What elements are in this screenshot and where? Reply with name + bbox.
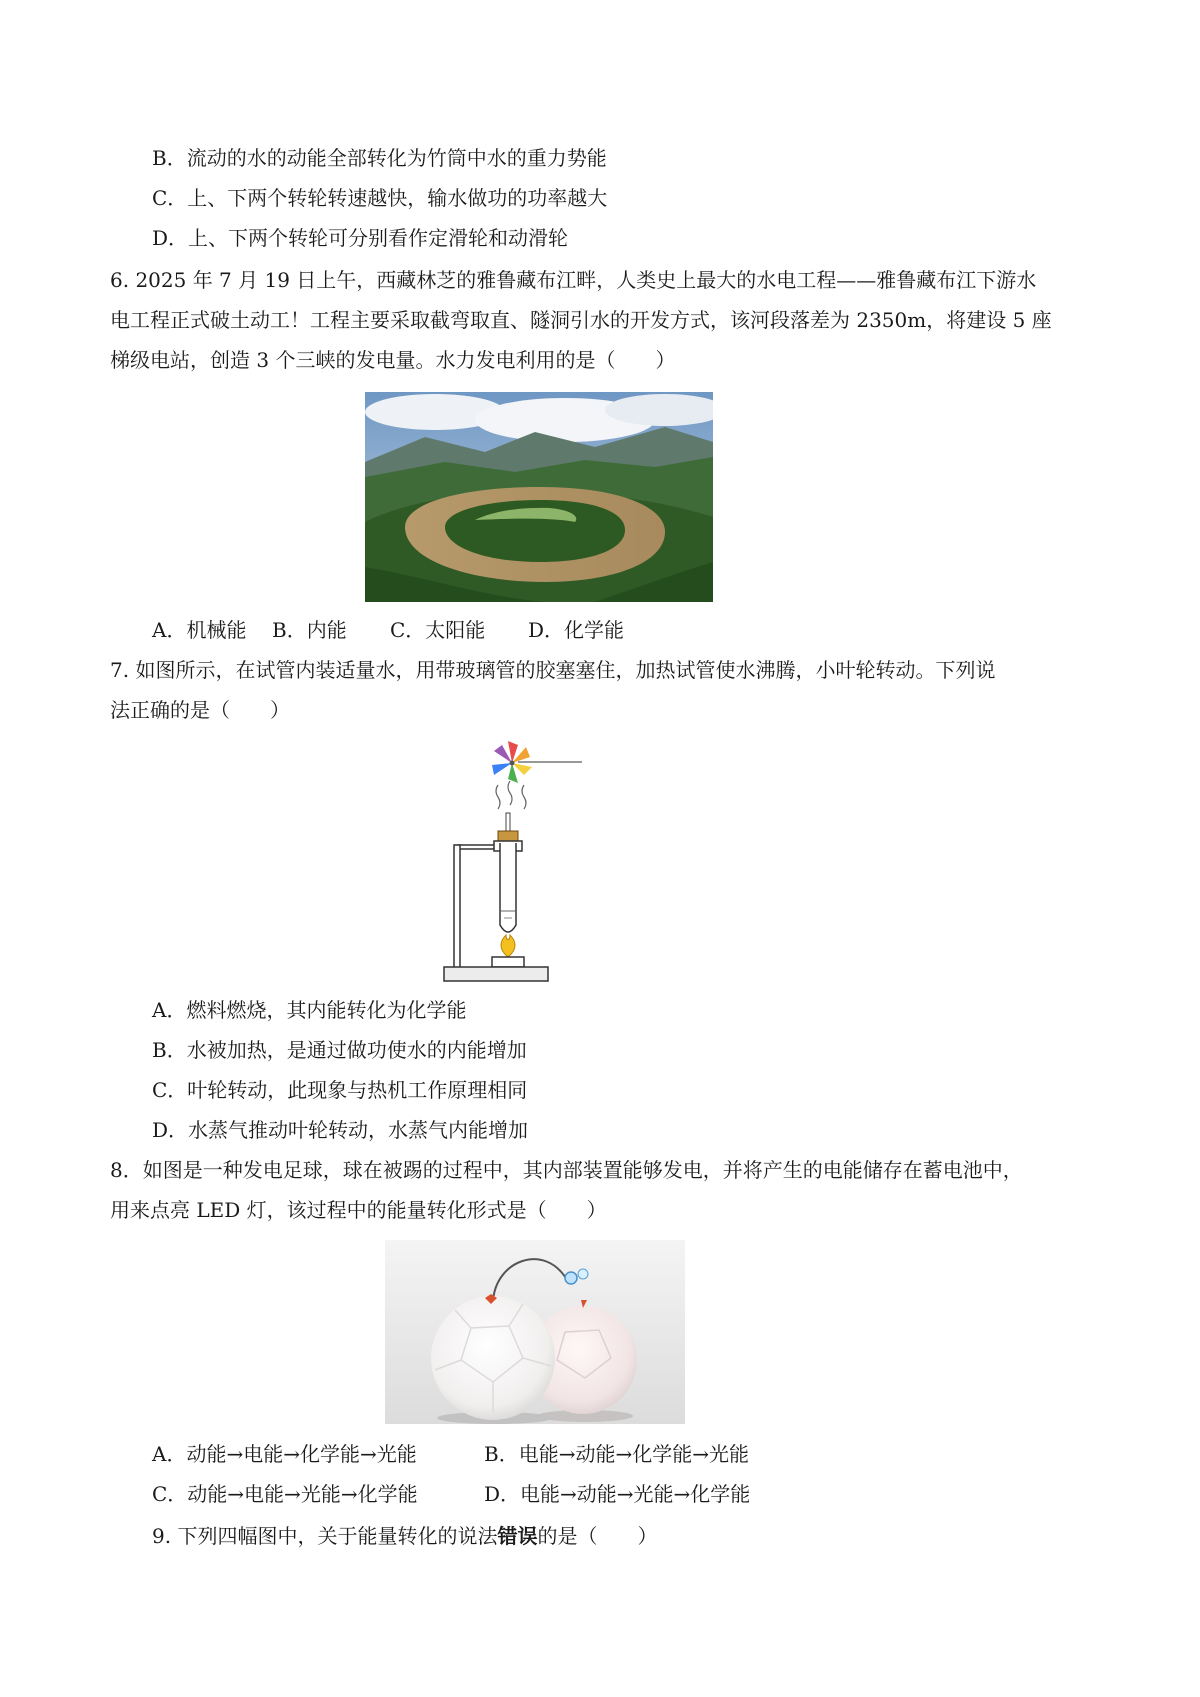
- q6-option-d: D．化学能: [528, 618, 625, 642]
- q7-option-d: D．水蒸气推动叶轮转动，水蒸气内能增加: [152, 1118, 529, 1142]
- q8-option-c: C．动能→电能→光能→化学能: [152, 1482, 418, 1506]
- q6-option-c: C．太阳能: [390, 618, 486, 642]
- q7-stem-line-2: 法正确的是（ ）: [110, 698, 290, 722]
- q6-stem-line-3: 梯级电站，创造 3 个三峡的发电量。水力发电利用的是（ ）: [110, 348, 676, 372]
- q9-stem-emphasis: 错误: [497, 1524, 538, 1548]
- q5-option-d: D．上、下两个转轮可分别看作定滑轮和动滑轮: [152, 226, 569, 250]
- q5-option-c: C．上、下两个转轮转速越快，输水做功的功率越大: [152, 186, 608, 210]
- q6-option-a: A．机械能: [152, 618, 247, 642]
- q7-option-c: C．叶轮转动，此现象与热机工作原理相同: [152, 1078, 528, 1102]
- q7-option-b: B．水被加热，是通过做功使水的内能增加: [152, 1038, 527, 1062]
- river-bend-photo: [365, 392, 713, 602]
- power-soccer-ball-photo: [385, 1240, 685, 1424]
- q9-stem-suffix: 的是（ ）: [537, 1524, 658, 1548]
- q9-stem: [152, 1522, 657, 1550]
- q8-stem-line-2: 用来点亮 LED 灯，该过程中的能量转化形式是（ ）: [110, 1198, 607, 1222]
- steam-turbine-diagram: [440, 735, 600, 985]
- q7-stem-line-1: 7. 如图所示，在试管内装适量水，用带玻璃管的胶塞塞住，加热试管使水沸腾，小叶轮转动。下列说: [110, 658, 996, 682]
- q8-option-a: A．动能→电能→化学能→光能: [152, 1442, 417, 1466]
- q5-option-b: B．流动的水的动能全部转化为竹筒中水的重力势能: [152, 146, 607, 170]
- q8-options-row-2: [152, 1480, 750, 1508]
- q6-option-b: B．内能: [272, 618, 347, 642]
- q8-option-d: D．电能→动能→光能→化学能: [484, 1482, 751, 1506]
- q7-option-a: A．燃料燃烧，其内能转化为化学能: [152, 998, 467, 1022]
- q9-stem-prefix: 9. 下列四幅图中，关于能量转化的说法: [152, 1524, 498, 1548]
- q6-stem-line-1: 6. 2025 年 7 月 19 日上午，西藏林芝的雅鲁藏布江畔，人类史上最大的水电工程——雅鲁藏布江下游水: [110, 268, 1037, 292]
- q8-option-b: B．电能→动能→化学能→光能: [484, 1442, 749, 1466]
- q6-stem-line-2: 电工程正式破土动工！工程主要采取截弯取直、隧洞引水的开发方式，该河段落差为 2350m，将建设 5 座: [110, 308, 1052, 332]
- q6-options: [152, 616, 624, 644]
- q8-options-row-1: [152, 1440, 749, 1468]
- q8-stem-line-1: 8．如图是一种发电足球，球在被踢的过程中，其内部装置能够发电，并将产生的电能储存在蓄电池中，: [110, 1158, 1023, 1182]
